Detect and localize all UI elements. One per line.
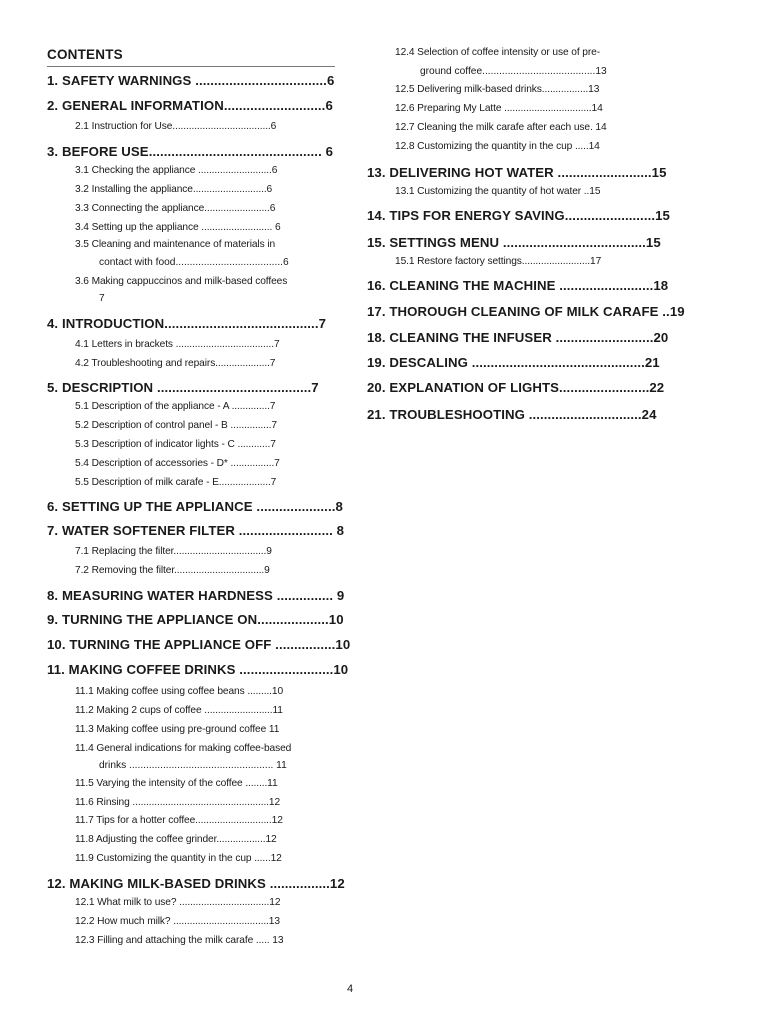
toc-subsection-entry[interactable]: 12.7 Cleaning the milk carafe after each use. 14 — [395, 122, 607, 133]
contents-title: CONTENTS — [47, 47, 335, 67]
toc-section-entry[interactable]: 17. THOROUGH CLEANING OF MILK CARAFE ..19 — [367, 304, 685, 319]
toc-section-entry[interactable]: 11. MAKING COFFEE DRINKS .........................10 — [47, 662, 349, 677]
toc-subsection-entry[interactable]: 12.2 How much milk? ...................................13 — [75, 916, 280, 927]
toc-subsection-entry[interactable]: 3.1 Checking the appliance ...........................6 — [75, 165, 278, 176]
toc-subsection-entry[interactable]: 11.1 Making coffee using coffee beans .........10 — [75, 686, 284, 697]
toc-subsection-entry[interactable]: 12.4 Selection of coffee intensity or use of pre- — [395, 47, 601, 58]
toc-section-entry[interactable]: 21. TROUBLESHOOTING ..............................24 — [367, 407, 657, 422]
toc-subsection-entry[interactable]: 7.2 Removing the filter.................................9 — [75, 565, 270, 576]
toc-subsection-entry[interactable]: 3.3 Connecting the appliance........................6 — [75, 203, 276, 214]
toc-section-entry[interactable]: 9. TURNING THE APPLIANCE ON...................10 — [47, 612, 344, 627]
toc-section-entry[interactable]: 4. INTRODUCTION.........................................7 — [47, 316, 327, 331]
toc-subsection-entry[interactable]: 11.3 Making coffee using pre-ground coffee 11 — [75, 724, 280, 735]
toc-subsection-entry[interactable]: 13.1 Customizing the quantity of hot water ..15 — [395, 186, 601, 197]
toc-section-entry[interactable]: 3. BEFORE USE.............................................. 6 — [47, 144, 334, 159]
toc-subsection-entry[interactable]: 15.1 Restore factory settings.........................17 — [395, 256, 602, 267]
toc-section-entry[interactable]: 19. DESCALING ..............................................21 — [367, 355, 660, 370]
toc-section-entry[interactable]: 2. GENERAL INFORMATION...........................6 — [47, 98, 333, 113]
toc-section-entry[interactable]: 7. WATER SOFTENER FILTER ......................... 8 — [47, 523, 345, 538]
toc-subsection-entry[interactable]: 12.1 What milk to use? .................................12 — [75, 897, 281, 908]
toc-section-entry[interactable]: 15. SETTINGS MENU ......................................15 — [367, 235, 661, 250]
toc-section-entry[interactable]: 13. DELIVERING HOT WATER .........................15 — [367, 165, 667, 180]
toc-subsection-entry[interactable]: 5.2 Description of control panel - B ...............7 — [75, 420, 277, 431]
page-number: 4 — [346, 983, 354, 995]
toc-subsection-entry[interactable]: 3.6 Making cappuccinos and milk-based coffees — [75, 276, 288, 287]
toc-subsection-entry[interactable]: 11.9 Customizing the quantity in the cup ......12 — [75, 853, 282, 864]
toc-section-entry[interactable]: 14. TIPS FOR ENERGY SAVING........................15 — [367, 208, 670, 223]
toc-subsection-entry[interactable]: 5.5 Description of milk carafe - E...................7 — [75, 477, 277, 488]
toc-subsection-entry[interactable]: 3.4 Setting up the appliance .......................... 6 — [75, 222, 281, 233]
toc-subsection-entry[interactable]: 11.4 General indications for making coffee-based — [75, 743, 292, 754]
toc-subsection-entry[interactable]: 11.6 Rinsing ..................................................12 — [75, 797, 281, 808]
toc-subsection-entry[interactable]: 11.8 Adjusting the coffee grinder..................12 — [75, 834, 277, 845]
toc-section-entry[interactable]: 12. MAKING MILK-BASED DRINKS ................12 — [47, 876, 345, 891]
toc-subsection-entry[interactable]: 11.2 Making 2 cups of coffee .........................11 — [75, 705, 283, 716]
toc-subsection-entry[interactable]: 11.7 Tips for a hotter coffee............................12 — [75, 815, 283, 826]
toc-subsection-entry[interactable]: 12.3 Filling and attaching the milk carafe ..... 13 — [75, 935, 284, 946]
toc-section-entry[interactable]: 1. SAFETY WARNINGS ...................................6 — [47, 73, 335, 88]
toc-subsection-entry[interactable]: 12.5 Delivering milk-based drinks.................13 — [395, 84, 600, 95]
toc-section-entry[interactable]: 18. CLEANING THE INFUSER ..........................20 — [367, 330, 669, 345]
toc-subsection-entry[interactable]: 4.1 Letters in brackets ....................................7 — [75, 339, 280, 350]
toc-section-entry[interactable]: 16. CLEANING THE MACHINE .........................18 — [367, 278, 669, 293]
toc-entry-continuation[interactable]: drinks ................................................... 11 — [99, 760, 287, 771]
toc-subsection-entry[interactable]: 2.1 Instruction for Use....................................6 — [75, 121, 277, 132]
toc-subsection-entry[interactable]: 4.2 Troubleshooting and repairs....................7 — [75, 358, 276, 369]
toc-subsection-entry[interactable]: 5.4 Description of accessories - D* ................7 — [75, 458, 280, 469]
toc-entry-continuation[interactable]: 7 — [99, 293, 105, 304]
toc-section-entry[interactable]: 8. MEASURING WATER HARDNESS ............... 9 — [47, 588, 345, 603]
toc-section-entry[interactable]: 10. TURNING THE APPLIANCE OFF ................10 — [47, 637, 351, 652]
toc-section-entry[interactable]: 6. SETTING UP THE APPLIANCE .....................8 — [47, 499, 343, 514]
toc-entry-continuation[interactable]: contact with food......................................6 — [99, 257, 289, 268]
toc-section-entry[interactable]: 5. DESCRIPTION .........................................7 — [47, 380, 319, 395]
toc-section-entry[interactable]: 20. EXPLANATION OF LIGHTS........................22 — [367, 380, 665, 395]
toc-subsection-entry[interactable]: 3.5 Cleaning and maintenance of materials in — [75, 239, 276, 250]
toc-subsection-entry[interactable]: 7.1 Replacing the filter..................................9 — [75, 546, 272, 557]
toc-subsection-entry[interactable]: 12.8 Customizing the quantity in the cup .....14 — [395, 141, 600, 152]
toc-entry-continuation[interactable]: ground coffee........................................13 — [420, 66, 607, 77]
toc-subsection-entry[interactable]: 12.6 Preparing My Latte ................................14 — [395, 103, 603, 114]
toc-subsection-entry[interactable]: 5.1 Description of the appliance - A ..............7 — [75, 401, 276, 412]
toc-subsection-entry[interactable]: 3.2 Installing the appliance...........................6 — [75, 184, 273, 195]
toc-subsection-entry[interactable]: 11.5 Varying the intensity of the coffee ........11 — [75, 778, 278, 789]
toc-subsection-entry[interactable]: 5.3 Description of indicator lights - C ............7 — [75, 439, 276, 450]
